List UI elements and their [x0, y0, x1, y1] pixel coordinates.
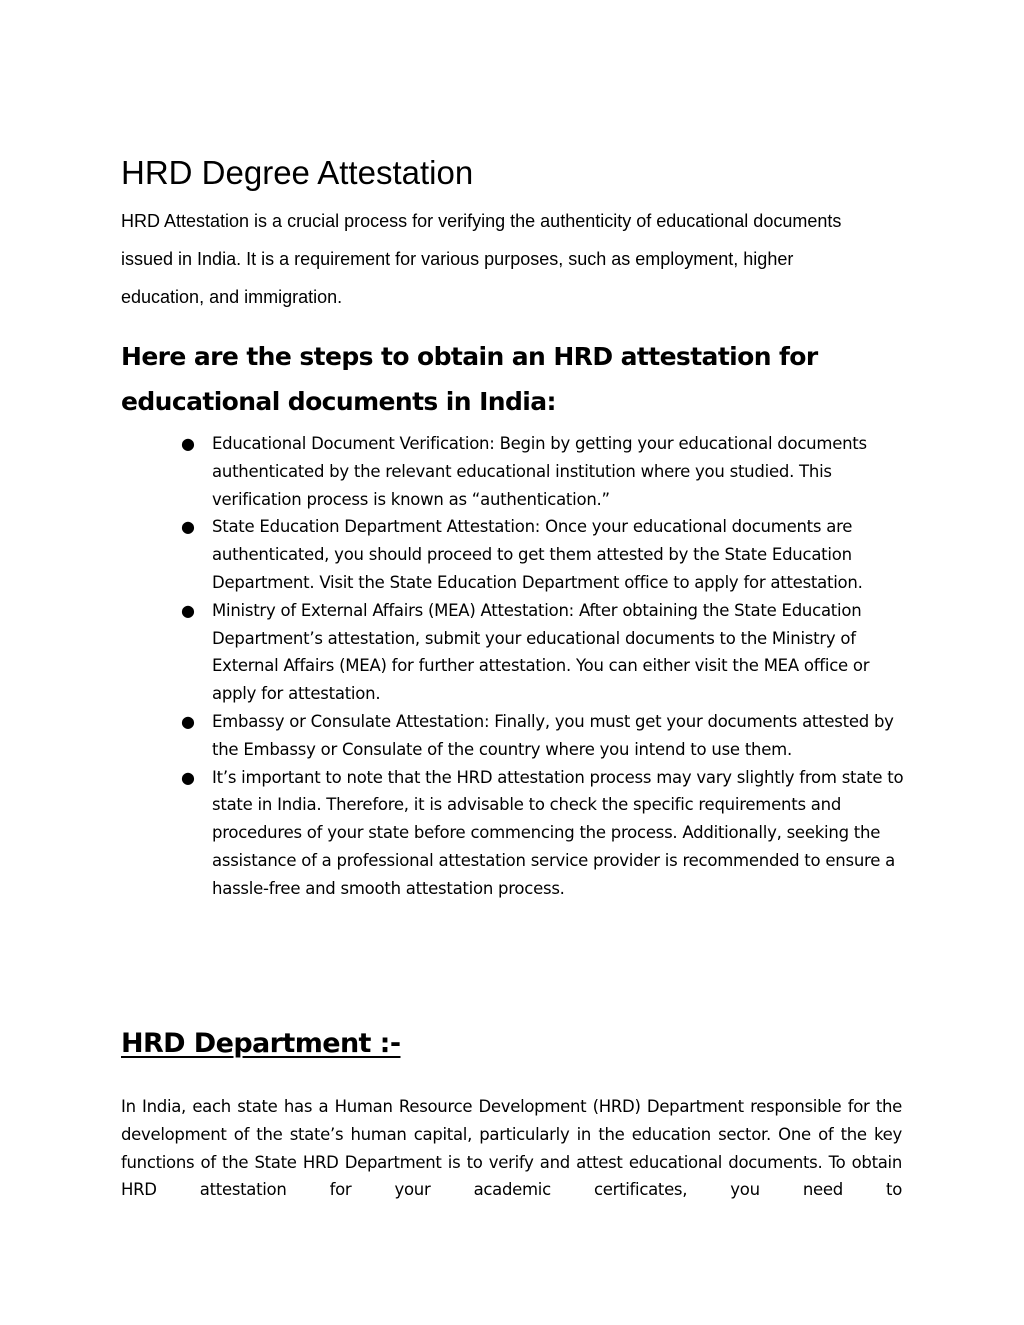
bullet-icon: ●	[181, 711, 195, 731]
steps-list	[181, 430, 906, 903]
list-item	[181, 513, 906, 596]
list-item	[181, 708, 906, 764]
dept-heading: HRD Department :-	[121, 1028, 401, 1059]
steps-heading: Here are the steps to obtain an HRD attestation for educational documents in India:	[121, 342, 818, 416]
step-text: It’s important to note that the HRD attestation process may vary slightly from state to state in India. Therefore, it is advisable to check the specific requirements and procedures of your state before commencing the process. Additionally, seeking the assistance of a professional attestation service provider is recommended to ensure a hassle-free and smooth attestation process.	[212, 767, 904, 898]
step-text: Ministry of External Affairs (MEA) Attestation: After obtaining the State Education Department’s attestation, submit your educational documents to the Ministry of External Affairs (MEA) for further attestation. You can either visit the MEA office or apply for attestation.	[212, 600, 870, 704]
step-text: State Education Department Attestation: Once your educational documents are authenticated, you should proceed to get them attested by the State Education Department. Visit the State Education Department office to apply for attestation.	[212, 517, 863, 592]
bullet-icon: ●	[181, 767, 195, 787]
list-item	[181, 597, 906, 708]
intro-paragraph: HRD Attestation is a crucial process for verifying the authenticity of educational documents issued in India. It is a requirement for various purposes, such as employment, higher education, and immigration.	[121, 211, 842, 307]
step-text: Embassy or Consulate Attestation: Finally, you must get your documents attested by the Embassy or Consulate of the country where you intend to use them.	[212, 711, 894, 759]
list-item	[181, 764, 906, 903]
bullet-icon: ●	[181, 434, 195, 453]
dept-paragraph: In India, each state has a Human Resource Development (HRD) Department responsible for the development of the state’s human capital, particularly in the education sector. One of the key functions of the State HRD Department is to verify and attest educational documents. To obtain HRD attestation for your academic certificates, you need to	[121, 1097, 902, 1200]
step-text: Educational Document Verification: Begin by getting your educational documents authenticated by the relevant educational institution where you studied. This verification process is known as “authentication.”	[212, 434, 867, 509]
bullet-icon: ●	[181, 517, 195, 537]
list-item	[181, 430, 906, 513]
page-title: HRD Degree Attestation	[121, 154, 474, 191]
bullet-icon: ●	[181, 600, 195, 620]
